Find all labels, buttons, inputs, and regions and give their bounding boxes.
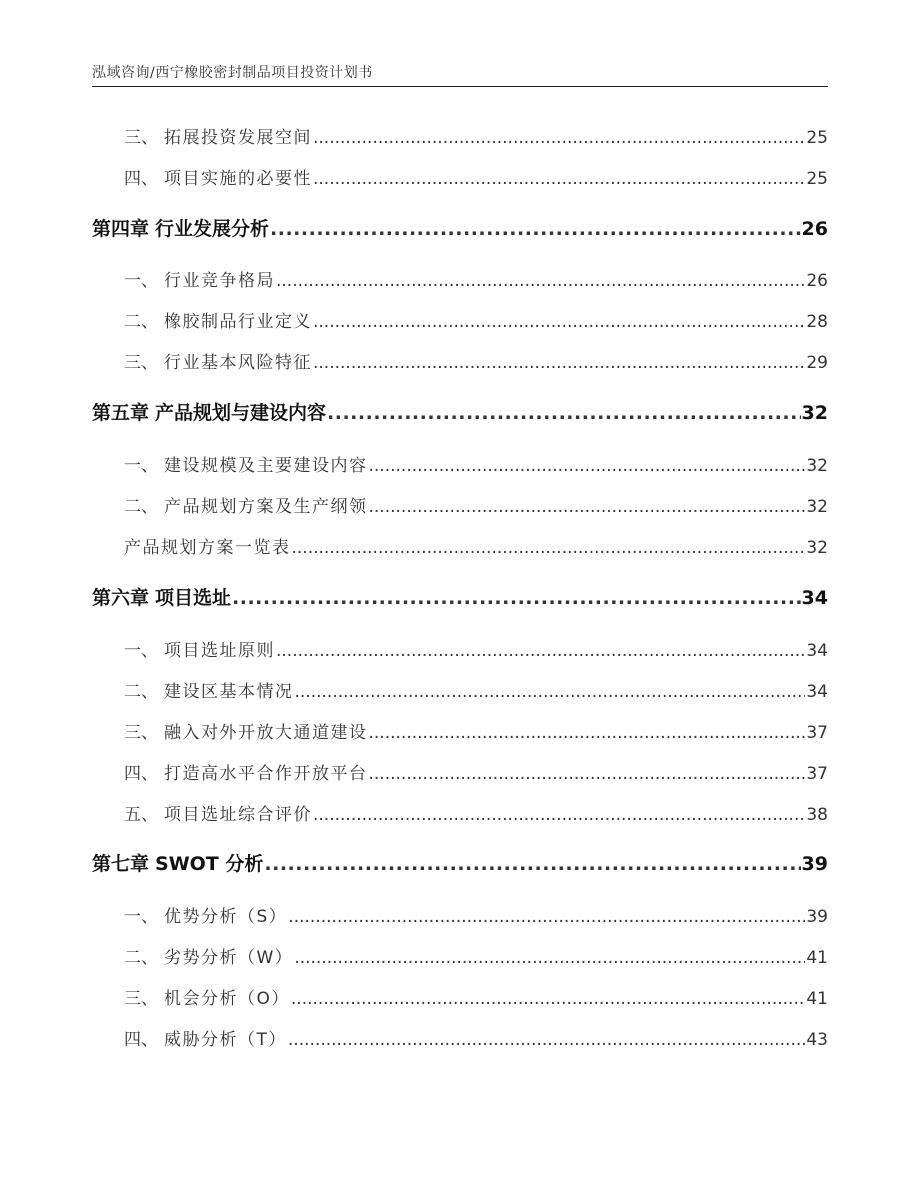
toc-leader-dots	[276, 641, 805, 661]
toc-chapter[interactable]	[92, 214, 828, 241]
toc-entry[interactable]	[92, 307, 828, 332]
toc-entry[interactable]	[92, 759, 828, 784]
toc-entry-title: 项目选址原则	[164, 641, 275, 661]
toc-entry-page: 34	[806, 641, 828, 661]
toc-leader-dots	[369, 497, 806, 517]
toc-chapter-page: 26	[801, 218, 828, 240]
toc-entry[interactable]	[92, 636, 828, 661]
toc-entry-title: 打造高水平合作开放平台	[164, 764, 368, 784]
toc-entry-title: 优势分析（S）	[164, 907, 288, 927]
toc-leader-dots	[313, 312, 805, 332]
toc-entry-number: 四、	[124, 1030, 158, 1050]
toc-chapter-title: SWOT 分析	[155, 853, 264, 875]
toc-entry[interactable]	[92, 266, 828, 291]
toc-entry[interactable]	[92, 164, 828, 189]
toc-entry-title: 行业竞争格局	[164, 271, 275, 291]
toc-entry-title: 行业基本风险特征	[164, 353, 312, 373]
toc-leader-dots	[295, 682, 806, 702]
toc-entry[interactable]	[92, 533, 828, 558]
toc-entry-page: 32	[806, 456, 828, 476]
toc-leader-dots	[327, 402, 801, 424]
toc-entry-number: 一、	[124, 907, 158, 927]
toc-entry-title: 建设规模及主要建设内容	[164, 456, 368, 476]
toc-entry-title: 产品规划方案及生产纲领	[164, 497, 368, 517]
toc-entry-title: 劣势分析（W）	[164, 948, 294, 968]
toc-entry-number: 四、	[124, 169, 158, 189]
toc-leader-dots	[264, 853, 800, 875]
toc-entry[interactable]	[92, 943, 828, 968]
toc-entry-number: 二、	[124, 682, 158, 702]
toc-entry[interactable]	[92, 718, 828, 743]
toc-chapter-page: 34	[801, 587, 828, 609]
toc-entry-number: 一、	[124, 271, 158, 291]
toc-entry[interactable]	[92, 348, 828, 373]
toc-entry[interactable]	[92, 677, 828, 702]
toc-entry-page: 39	[806, 907, 828, 927]
toc-entry-title: 威胁分析（T）	[164, 1030, 287, 1050]
toc-entry-page: 25	[806, 169, 828, 189]
toc-leader-dots	[313, 805, 805, 825]
toc-entry[interactable]	[92, 984, 828, 1009]
toc-entry-page: 37	[806, 764, 828, 784]
toc-entry-number: 二、	[124, 497, 158, 517]
toc-entry[interactable]	[92, 902, 828, 927]
toc-entry[interactable]	[92, 492, 828, 517]
toc-entry-number: 三、	[124, 989, 158, 1009]
page-header: 泓域咨询/西宁橡胶密封制品项目投资计划书	[92, 65, 373, 81]
toc-entry-number: 三、	[124, 723, 158, 743]
toc-leader-dots	[369, 723, 806, 743]
toc-leader-dots	[313, 128, 805, 148]
toc-chapter[interactable]	[92, 583, 828, 610]
toc-entry-number: 四、	[124, 764, 158, 784]
toc-entry-title: 拓展投资发展空间	[164, 128, 312, 148]
toc-chapter-number: 第七章	[92, 853, 150, 875]
toc-entry-number: 二、	[124, 312, 158, 332]
toc-entry-page: 26	[806, 271, 828, 291]
toc-entry-title: 项目实施的必要性	[164, 169, 312, 189]
toc-entry-title: 橡胶制品行业定义	[164, 312, 312, 332]
toc-leader-dots	[292, 538, 806, 558]
toc-entry-title: 机会分析（O）	[164, 989, 290, 1009]
toc-entry-number: 二、	[124, 948, 158, 968]
toc-chapter[interactable]	[92, 398, 828, 425]
toc-entry-page: 41	[806, 948, 828, 968]
toc-chapter-title: 项目选址	[155, 587, 232, 609]
toc-entry-number: 三、	[124, 353, 158, 373]
toc-chapter-number: 第六章	[92, 587, 150, 609]
toc-entry[interactable]	[92, 1025, 828, 1050]
toc-leader-dots	[369, 764, 806, 784]
toc-chapter-page: 32	[801, 402, 828, 424]
toc-leader-dots	[313, 169, 805, 189]
toc-leader-dots	[288, 907, 805, 927]
toc-entry-title: 融入对外开放大通道建设	[164, 723, 368, 743]
toc-entry-page: 32	[806, 538, 828, 558]
toc-entry-number: 三、	[124, 128, 158, 148]
toc-leader-dots	[288, 1030, 805, 1050]
toc-entry-page: 41	[806, 989, 828, 1009]
toc-chapter-title: 行业发展分析	[155, 218, 270, 240]
toc-leader-dots	[270, 218, 801, 240]
toc-chapter[interactable]	[92, 849, 828, 876]
toc-chapter-title: 产品规划与建设内容	[155, 402, 327, 424]
toc-entry[interactable]	[92, 123, 828, 148]
toc-entry-page: 28	[806, 312, 828, 332]
toc-entry-page: 32	[806, 497, 828, 517]
toc-entry-title: 项目选址综合评价	[164, 805, 312, 825]
toc-chapter-number: 第四章	[92, 218, 150, 240]
toc-leader-dots	[294, 948, 805, 968]
toc-entry-title: 产品规划方案一览表	[124, 538, 291, 558]
toc-chapter-page: 39	[801, 853, 828, 875]
toc-entry-number: 一、	[124, 456, 158, 476]
toc-leader-dots	[313, 353, 805, 373]
header-divider	[92, 86, 828, 87]
toc-entry[interactable]	[92, 800, 828, 825]
toc-entry-page: 43	[806, 1030, 828, 1050]
toc-entry-page: 29	[806, 353, 828, 373]
toc-leader-dots	[291, 989, 805, 1009]
toc-entry-title: 建设区基本情况	[164, 682, 294, 702]
toc-entry-page: 38	[806, 805, 828, 825]
toc-entry-page: 34	[806, 682, 828, 702]
toc-leader-dots	[276, 271, 805, 291]
toc-leader-dots	[369, 456, 806, 476]
toc-entry-page: 25	[806, 128, 828, 148]
toc-entry[interactable]	[92, 451, 828, 476]
toc-entry-number: 一、	[124, 641, 158, 661]
toc-entry-number: 五、	[124, 805, 158, 825]
toc-leader-dots	[232, 587, 801, 609]
toc-entry-page: 37	[806, 723, 828, 743]
toc-chapter-number: 第五章	[92, 402, 150, 424]
